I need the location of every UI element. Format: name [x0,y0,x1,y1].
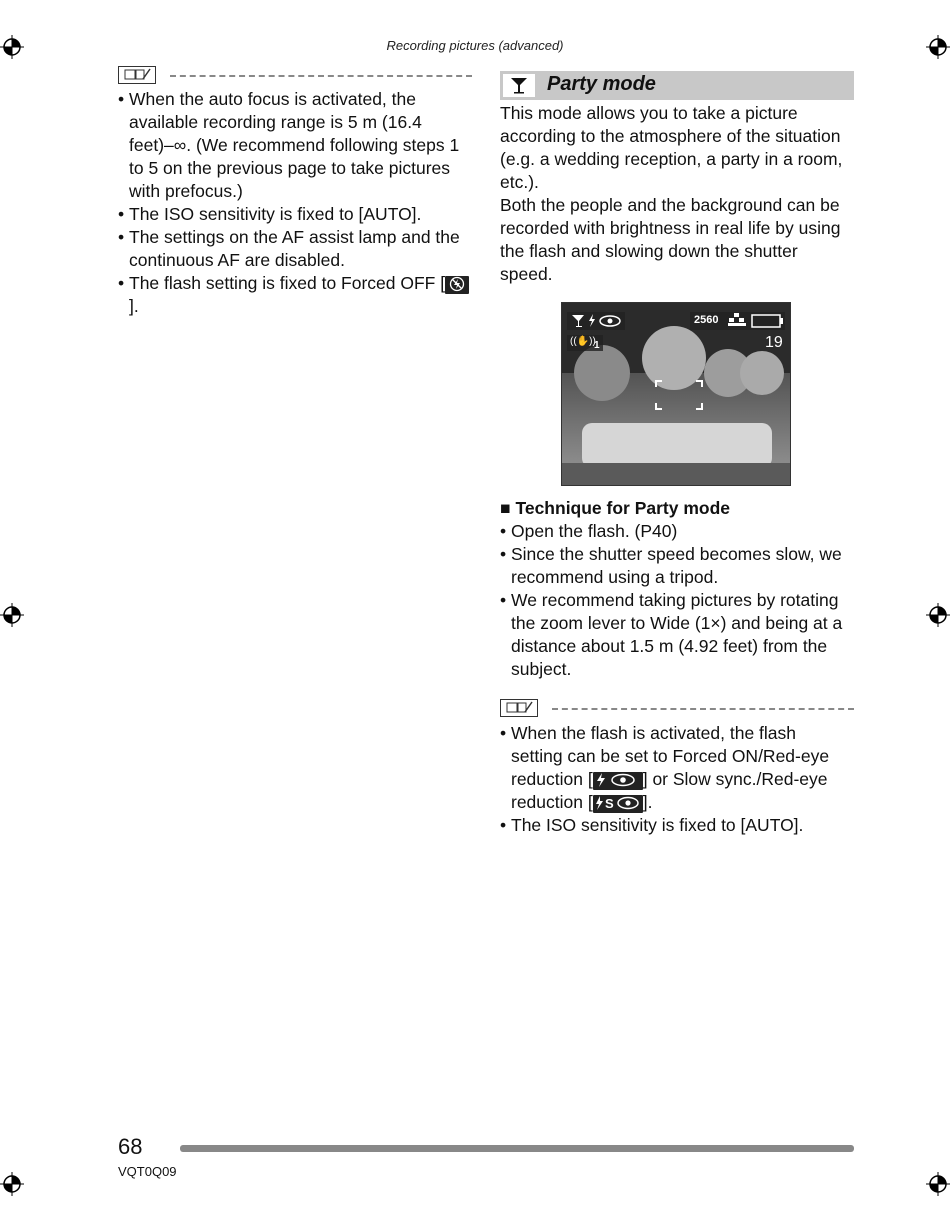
list-item: • Since the shutter speed becomes slow, we recommend using a tripod. [500,543,852,589]
square-bullet-icon: ■ [500,498,511,518]
battery-icon [752,315,782,327]
pictures-remaining: 2560 [694,314,719,326]
party-mode-notes [500,722,852,837]
right-note-header [500,699,854,719]
registration-mark-icon [926,603,950,627]
note-divider [552,708,854,710]
party-mode-title-bar [500,71,854,100]
flash-note-prefix: When the flash is activated, the flash setting can be set to Forced ON/Red-eye reduction [ [511,723,830,789]
intro-paragraph: This mode allows you to take a picture according to the atmosphere of the situation (e.g. a wedding reception, a party in a room, etc.). [500,103,843,192]
list-item [500,722,852,814]
note-icon [118,66,156,84]
list-item: • The ISO sensitivity is fixed to [AUTO]. [500,814,852,837]
section-header: Recording pictures (advanced) [386,38,564,53]
note-divider [170,75,472,77]
stabilizer-icon: ((✋)) [570,336,596,347]
list-item: • The settings on the AF assist lamp and the continuous AF are disabled. [118,226,470,272]
flash-note-middle: ] or Slow sync./Red-eye reduction [ [511,769,828,812]
slow-sync-red-eye-icon [593,795,643,813]
frame-number: 19 [765,334,783,351]
page-title: Party mode [547,73,656,95]
technique-section [500,497,852,681]
flash-note-suffix: ]. [129,296,139,316]
forced-on-red-eye-icon [593,772,643,790]
page-number: 68 [118,1134,143,1159]
flash-off-icon [445,276,469,294]
model-code: VQT0Q09 [118,1164,177,1179]
list-item [118,272,470,318]
list-item: • When the auto focus is activated, the available recording range is 5 m (16.4 feet)–∞. (We recommend following steps 1 to 5 on the previous page to take pictures with prefocus.) [118,88,470,203]
left-notes [118,88,470,318]
registration-mark-icon [0,603,24,627]
quality-icon [728,313,746,327]
lcd-preview-image [561,302,791,486]
technique-heading [500,497,852,520]
list-item: • We recommend taking pictures by rotating the zoom lever to Wide (1×) and being at a distance about 1.5 m (4.92 feet) from the subject. [500,589,852,681]
stabilizer-mode: 1 [594,340,600,351]
list-item: • Open the flash. (P40) [500,520,852,543]
note-icon [500,699,538,717]
footer-rule [180,1145,854,1152]
intro-paragraph: Both the people and the background can be recorded with brightness in real life by using the flash and slowing down the shutter speed. [500,195,841,284]
party-mode-icon [503,74,535,97]
left-note-header [118,66,472,86]
party-mode-intro [500,102,852,286]
svg-text:S: S [604,796,614,811]
flash-note-prefix: The flash setting is fixed to Forced OFF [ [129,273,446,293]
technique-heading-text: Technique for Party mode [515,498,731,518]
registration-mark-icon [926,1172,950,1196]
flash-note-suffix: ]. [642,792,653,812]
registration-mark-icon [0,1172,24,1196]
list-item: • The ISO sensitivity is fixed to [AUTO]. [118,203,470,226]
